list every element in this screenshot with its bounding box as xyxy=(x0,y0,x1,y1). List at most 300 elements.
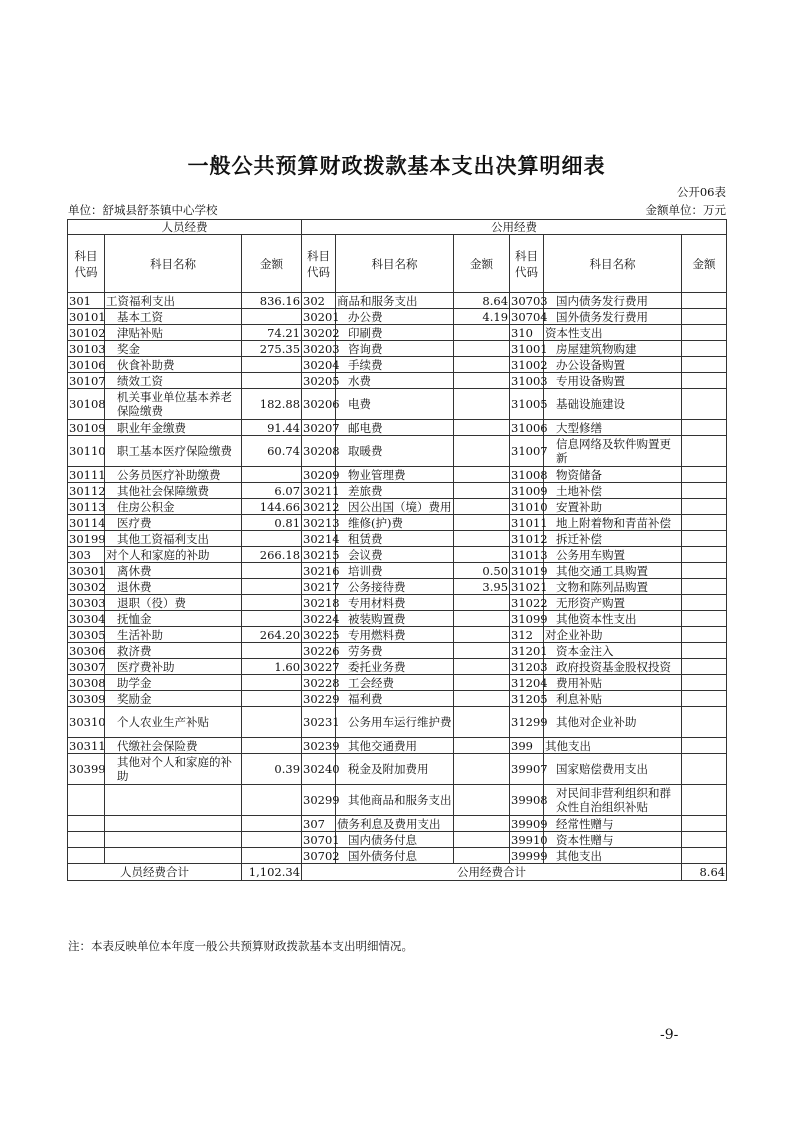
subject-code: 39999 xyxy=(511,848,548,863)
subject-name: 救济费 xyxy=(105,643,242,659)
subject-code: 31203 xyxy=(511,659,548,674)
subject-code: 30201 xyxy=(303,309,340,324)
table-row xyxy=(68,515,727,531)
amount-value xyxy=(682,816,727,832)
subject-name: 对企业补助 xyxy=(544,627,682,643)
subject-name: 其他社会保障缴费 xyxy=(105,483,242,499)
subject-code: 30111 xyxy=(69,467,106,482)
subject-name: 机关事业单位基本养老保险缴费 xyxy=(105,389,242,420)
subject-name: 职工基本医疗保险缴费 xyxy=(105,436,242,467)
table-row xyxy=(68,467,727,483)
amount-value: 4.19 xyxy=(454,309,510,325)
amount-value xyxy=(682,659,727,675)
table-row xyxy=(68,659,727,675)
amount-value xyxy=(454,738,510,754)
subject-name xyxy=(105,848,242,864)
amount-value xyxy=(454,659,510,675)
subject-code: 30301 xyxy=(69,563,106,578)
amount-value xyxy=(454,675,510,691)
subject-code: 31010 xyxy=(511,499,548,514)
amount-value xyxy=(454,483,510,499)
subject-name: 拆迁补偿 xyxy=(544,531,682,547)
amount-value xyxy=(454,467,510,483)
amount-value xyxy=(682,341,727,357)
subject-code: 30704 xyxy=(511,309,548,324)
subject-code: 30303 xyxy=(69,595,106,610)
expenditure-table xyxy=(67,219,727,881)
subject-code: 30305 xyxy=(69,627,106,642)
amount-value xyxy=(454,754,510,785)
amount-value xyxy=(242,691,302,707)
unit-label: 单位：舒城县舒茶镇中心学校 xyxy=(68,203,218,217)
amount-value: 0.81 xyxy=(242,515,302,531)
amount-value xyxy=(454,389,510,420)
subject-code: 30702 xyxy=(303,848,340,863)
amount-value xyxy=(242,357,302,373)
money-unit-label: 金额单位：万元 xyxy=(645,203,726,217)
subject-code: 302 xyxy=(302,293,336,309)
table-row xyxy=(68,436,727,467)
subject-name xyxy=(105,816,242,832)
amount-value xyxy=(682,293,727,309)
subject-code: 30212 xyxy=(303,499,340,514)
subject-code: 30311 xyxy=(69,738,106,753)
subject-code: 30226 xyxy=(303,643,340,658)
subject-name: 水费 xyxy=(336,373,454,389)
amount-value xyxy=(682,357,727,373)
amount-value xyxy=(682,785,727,816)
amount-value xyxy=(682,738,727,754)
subject-name: 办公设备购置 xyxy=(544,357,682,373)
subject-name: 办公费 xyxy=(336,309,454,325)
subject-name: 差旅费 xyxy=(336,483,454,499)
amount-value xyxy=(682,579,727,595)
table-row xyxy=(68,832,727,848)
code-column-header: 科目代码 xyxy=(68,235,105,293)
subject-code: 30205 xyxy=(303,373,340,388)
amount-value xyxy=(454,436,510,467)
subject-name: 利息补贴 xyxy=(544,691,682,707)
subject-code: 30217 xyxy=(303,579,340,594)
subject-name: 其他对个人和家庭的补助 xyxy=(105,754,242,785)
subject-code: 39909 xyxy=(511,816,548,831)
subject-name: 资本金注入 xyxy=(544,643,682,659)
subject-name: 工会经费 xyxy=(336,675,454,691)
amount-value xyxy=(454,357,510,373)
subject-name: 资本性支出 xyxy=(544,325,682,341)
subject-code: 30103 xyxy=(69,341,106,356)
subject-code: 30239 xyxy=(303,738,340,753)
amount-value xyxy=(454,611,510,627)
amount-value xyxy=(682,848,727,864)
subject-name: 政府投资基金股权投资 xyxy=(544,659,682,675)
subject-name: 奖金 xyxy=(105,341,242,357)
amount-column-header: 金额 xyxy=(454,235,510,293)
subject-name: 住房公积金 xyxy=(105,499,242,515)
amount-value xyxy=(454,785,510,816)
subject-code: 30216 xyxy=(303,563,340,578)
subject-name: 公务用车运行维护费 xyxy=(336,707,454,738)
subject-code: 303 xyxy=(68,547,105,563)
subject-name: 工资福利支出 xyxy=(105,293,242,309)
subject-name: 其他支出 xyxy=(544,848,682,864)
form-number: 公开06表 xyxy=(676,185,726,199)
public-total-label: 公用经费合计 xyxy=(302,864,682,881)
subject-name: 公务员医疗补助缴费 xyxy=(105,467,242,483)
personnel-total-label: 人员经费合计 xyxy=(68,864,242,881)
subject-name: 医疗费补助 xyxy=(105,659,242,675)
subject-code: 30202 xyxy=(303,325,340,340)
amount-value xyxy=(682,643,727,659)
subject-name: 个人农业生产补贴 xyxy=(105,707,242,738)
subject-code: 30204 xyxy=(303,357,340,372)
subject-name: 基本工资 xyxy=(105,309,242,325)
table-row xyxy=(68,293,727,309)
table-row xyxy=(68,816,727,832)
table-row xyxy=(68,499,727,515)
subject-code: 30108 xyxy=(68,389,105,420)
amount-value xyxy=(682,547,727,563)
table-row xyxy=(68,738,727,754)
subject-name: 培训费 xyxy=(336,563,454,579)
subject-code: 30310 xyxy=(68,707,105,738)
amount-value xyxy=(454,707,510,738)
table-row xyxy=(68,547,727,563)
amount-value xyxy=(682,754,727,785)
subject-name: 劳务费 xyxy=(336,643,454,659)
subject-name: 专用设备购置 xyxy=(544,373,682,389)
amount-value: 144.66 xyxy=(242,499,302,515)
subject-code: 30213 xyxy=(303,515,340,530)
subject-code: 30299 xyxy=(302,785,336,816)
table-row xyxy=(68,420,727,436)
subject-name: 代缴社会保险费 xyxy=(105,738,242,754)
subject-code: 30214 xyxy=(303,531,340,546)
subject-name: 其他资本性支出 xyxy=(544,611,682,627)
subject-code: 30308 xyxy=(69,675,106,690)
amount-column-header: 金额 xyxy=(682,235,727,293)
name-column-header: 科目名称 xyxy=(105,235,242,293)
subject-code: 30211 xyxy=(303,483,340,498)
subject-code: 30218 xyxy=(303,595,340,610)
subject-code: 30112 xyxy=(69,483,106,498)
amount-value xyxy=(242,816,302,832)
amount-value xyxy=(682,373,727,389)
subject-name: 退休费 xyxy=(105,579,242,595)
footnote: 注：本表反映单位本年度一般公共预算财政拨款基本支出明细情况。 xyxy=(68,939,413,953)
subject-code: 39908 xyxy=(510,785,544,816)
subject-code: 30106 xyxy=(69,357,106,372)
amount-value xyxy=(242,848,302,864)
amount-value xyxy=(682,563,727,579)
subject-name: 其他对企业补助 xyxy=(544,707,682,738)
amount-value xyxy=(682,707,727,738)
amount-value xyxy=(682,325,727,341)
subject-code: 39907 xyxy=(510,754,544,785)
table-row xyxy=(68,483,727,499)
subject-code: 31001 xyxy=(511,341,548,356)
subject-code: 399 xyxy=(510,738,544,754)
subject-name: 费用补贴 xyxy=(544,675,682,691)
subject-code: 307 xyxy=(302,816,336,832)
amount-value xyxy=(454,832,510,848)
amount-value: 8.64 xyxy=(454,293,510,309)
subject-name: 生活补助 xyxy=(105,627,242,643)
amount-value: 60.74 xyxy=(242,436,302,467)
amount-value xyxy=(242,309,302,325)
table-row xyxy=(68,691,727,707)
amount-value xyxy=(682,691,727,707)
name-column-header: 科目名称 xyxy=(544,235,682,293)
subject-code: 30225 xyxy=(303,627,340,642)
subject-name: 债务利息及费用支出 xyxy=(336,816,454,832)
table-row xyxy=(68,341,727,357)
table-row xyxy=(68,611,727,627)
table-row xyxy=(68,309,727,325)
subject-name: 物业管理费 xyxy=(336,467,454,483)
subject-name: 福利费 xyxy=(336,691,454,707)
subject-code: 30703 xyxy=(511,293,548,308)
amount-value: 266.18 xyxy=(242,547,302,563)
subject-name: 租赁费 xyxy=(336,531,454,547)
personnel-total-amount: 1,102.34 xyxy=(242,864,302,881)
page-title: 一般公共预算财政拨款基本支出决算明细表 xyxy=(187,154,606,178)
table-row xyxy=(68,357,727,373)
subject-name: 手续费 xyxy=(336,357,454,373)
amount-value xyxy=(454,643,510,659)
subject-code: 31299 xyxy=(510,707,544,738)
amount-value xyxy=(454,848,510,864)
subject-name: 物资储备 xyxy=(544,467,682,483)
amount-value: 0.39 xyxy=(242,754,302,785)
subject-code: 31099 xyxy=(511,611,548,626)
subject-code: 31205 xyxy=(511,691,548,706)
table-row xyxy=(68,595,727,611)
subject-code: 30309 xyxy=(69,691,106,706)
subject-code: 30224 xyxy=(303,611,340,626)
subject-name: 无形资产购置 xyxy=(544,595,682,611)
subject-code: 31009 xyxy=(511,483,548,498)
subject-name: 土地补偿 xyxy=(544,483,682,499)
subject-name xyxy=(105,832,242,848)
subject-code: 30240 xyxy=(302,754,336,785)
subject-code: 30206 xyxy=(302,389,336,420)
subject-name: 地上附着物和青苗补偿 xyxy=(544,515,682,531)
subject-name: 资本性赠与 xyxy=(544,832,682,848)
subject-code: 31201 xyxy=(511,643,548,658)
amount-value xyxy=(454,816,510,832)
amount-value xyxy=(454,515,510,531)
subject-name: 税金及附加费用 xyxy=(336,754,454,785)
subject-code: 30207 xyxy=(303,420,340,435)
subject-code: 31012 xyxy=(511,531,548,546)
subject-code: 31204 xyxy=(511,675,548,690)
subject-name xyxy=(105,785,242,816)
subject-code: 39910 xyxy=(511,832,548,847)
code-column-header: 科目代码 xyxy=(510,235,544,293)
subject-name: 经常性赠与 xyxy=(544,816,682,832)
amount-value xyxy=(242,467,302,483)
table-row xyxy=(68,531,727,547)
amount-value: 91.44 xyxy=(242,420,302,436)
table-row xyxy=(68,325,727,341)
subject-name: 被装购置费 xyxy=(336,611,454,627)
subject-name: 专用材料费 xyxy=(336,595,454,611)
subject-code: 301 xyxy=(68,293,105,309)
subject-name: 国外债务付息 xyxy=(336,848,454,864)
subject-code: 30304 xyxy=(69,611,106,626)
amount-value: 6.07 xyxy=(242,483,302,499)
subject-code: 31006 xyxy=(511,420,548,435)
subject-name: 医疗费 xyxy=(105,515,242,531)
amount-value xyxy=(682,436,727,467)
amount-column-header: 金额 xyxy=(242,235,302,293)
subject-code: 31021 xyxy=(511,579,548,594)
amount-value xyxy=(682,467,727,483)
subject-code: 30109 xyxy=(69,420,106,435)
subject-code: 31003 xyxy=(511,373,548,388)
subject-code: 31019 xyxy=(511,563,548,578)
subject-name: 退职（役）费 xyxy=(105,595,242,611)
amount-value xyxy=(242,785,302,816)
amount-value xyxy=(242,675,302,691)
amount-value xyxy=(242,611,302,627)
subject-code: 30199 xyxy=(69,531,106,546)
subject-code: 31005 xyxy=(510,389,544,420)
table-row xyxy=(68,707,727,738)
table-row xyxy=(68,675,727,691)
table-row xyxy=(68,754,727,785)
subject-code: 31007 xyxy=(510,436,544,467)
amount-value xyxy=(682,832,727,848)
subject-name: 其他支出 xyxy=(544,738,682,754)
subject-code: 30101 xyxy=(69,309,106,324)
subject-code: 31022 xyxy=(511,595,548,610)
subject-code: 30307 xyxy=(69,659,106,674)
subject-name: 奖励金 xyxy=(105,691,242,707)
subject-code: 30113 xyxy=(69,499,106,514)
amount-value: 182.88 xyxy=(242,389,302,420)
amount-value xyxy=(242,563,302,579)
amount-value xyxy=(454,499,510,515)
amount-value xyxy=(454,420,510,436)
personnel-group-header: 人员经费 xyxy=(68,220,302,235)
subject-name: 职业年金缴费 xyxy=(105,420,242,436)
subject-name: 伙食补助费 xyxy=(105,357,242,373)
amount-value xyxy=(682,595,727,611)
amount-value xyxy=(242,832,302,848)
subject-name: 取暖费 xyxy=(336,436,454,467)
subject-name: 大型修缮 xyxy=(544,420,682,436)
subject-name: 安置补助 xyxy=(544,499,682,515)
amount-value xyxy=(454,595,510,611)
subject-name: 国内债务付息 xyxy=(336,832,454,848)
subject-name: 抚恤金 xyxy=(105,611,242,627)
subject-code: 30209 xyxy=(303,467,340,482)
subject-code xyxy=(68,816,105,832)
amount-value xyxy=(242,738,302,754)
amount-value: 0.50 xyxy=(454,563,510,579)
subject-code: 30228 xyxy=(303,675,340,690)
subject-name: 其他交通工具购置 xyxy=(544,563,682,579)
amount-value xyxy=(454,691,510,707)
subject-code xyxy=(68,848,105,864)
amount-value xyxy=(454,627,510,643)
public-total-amount: 8.64 xyxy=(682,864,727,881)
subject-code: 30227 xyxy=(303,659,340,674)
table-row xyxy=(68,643,727,659)
subject-code: 30110 xyxy=(68,436,105,467)
subject-name: 信息网络及软件购置更新 xyxy=(544,436,682,467)
subject-name: 津贴补贴 xyxy=(105,325,242,341)
subject-code: 30102 xyxy=(69,325,106,340)
amount-value: 836.16 xyxy=(242,293,302,309)
subject-code: 310 xyxy=(510,325,544,341)
subject-name: 印刷费 xyxy=(336,325,454,341)
subject-name: 对个人和家庭的补助 xyxy=(105,547,242,563)
amount-value xyxy=(242,595,302,611)
subject-name: 国家赔偿费用支出 xyxy=(544,754,682,785)
subject-name: 维修(护)费 xyxy=(336,515,454,531)
amount-value xyxy=(682,675,727,691)
table-row xyxy=(68,785,727,816)
subject-code: 31011 xyxy=(511,515,548,530)
amount-value xyxy=(242,579,302,595)
subject-code xyxy=(68,785,105,816)
amount-value xyxy=(682,611,727,627)
amount-value xyxy=(682,483,727,499)
subject-code: 30306 xyxy=(69,643,106,658)
subject-code: 30701 xyxy=(303,832,340,847)
amount-value xyxy=(454,373,510,389)
amount-value: 275.35 xyxy=(242,341,302,357)
subject-code: 30107 xyxy=(69,373,106,388)
subject-name: 商品和服务支出 xyxy=(336,293,454,309)
subject-name: 绩效工资 xyxy=(105,373,242,389)
subject-name: 离休费 xyxy=(105,563,242,579)
amount-value xyxy=(454,547,510,563)
name-column-header: 科目名称 xyxy=(336,235,454,293)
subject-name: 房屋建筑物购建 xyxy=(544,341,682,357)
table-row xyxy=(68,848,727,864)
subject-code: 30399 xyxy=(68,754,105,785)
subject-name: 基础设施建设 xyxy=(544,389,682,420)
table-row xyxy=(68,563,727,579)
subject-name: 对民间非营利组织和群众性自治组织补贴 xyxy=(544,785,682,816)
amount-value xyxy=(242,373,302,389)
public-group-header: 公用经费 xyxy=(302,220,727,235)
page-number: -9- xyxy=(660,1027,679,1043)
subject-code: 30208 xyxy=(302,436,336,467)
subject-name: 其他交通费用 xyxy=(336,738,454,754)
amount-value xyxy=(682,499,727,515)
subject-code: 30231 xyxy=(302,707,336,738)
amount-value xyxy=(454,531,510,547)
subject-name: 其他工资福利支出 xyxy=(105,531,242,547)
subject-code: 30114 xyxy=(69,515,106,530)
subject-name: 国外债务发行费用 xyxy=(544,309,682,325)
table-row xyxy=(68,579,727,595)
amount-value xyxy=(682,531,727,547)
subject-code: 312 xyxy=(510,627,544,643)
subject-name: 委托业务费 xyxy=(336,659,454,675)
subject-code: 31002 xyxy=(511,357,548,372)
subject-code: 31008 xyxy=(511,467,548,482)
subject-name: 因公出国（境）费用 xyxy=(336,499,454,515)
amount-value xyxy=(454,325,510,341)
amount-value xyxy=(682,389,727,420)
subject-code: 30203 xyxy=(303,341,340,356)
